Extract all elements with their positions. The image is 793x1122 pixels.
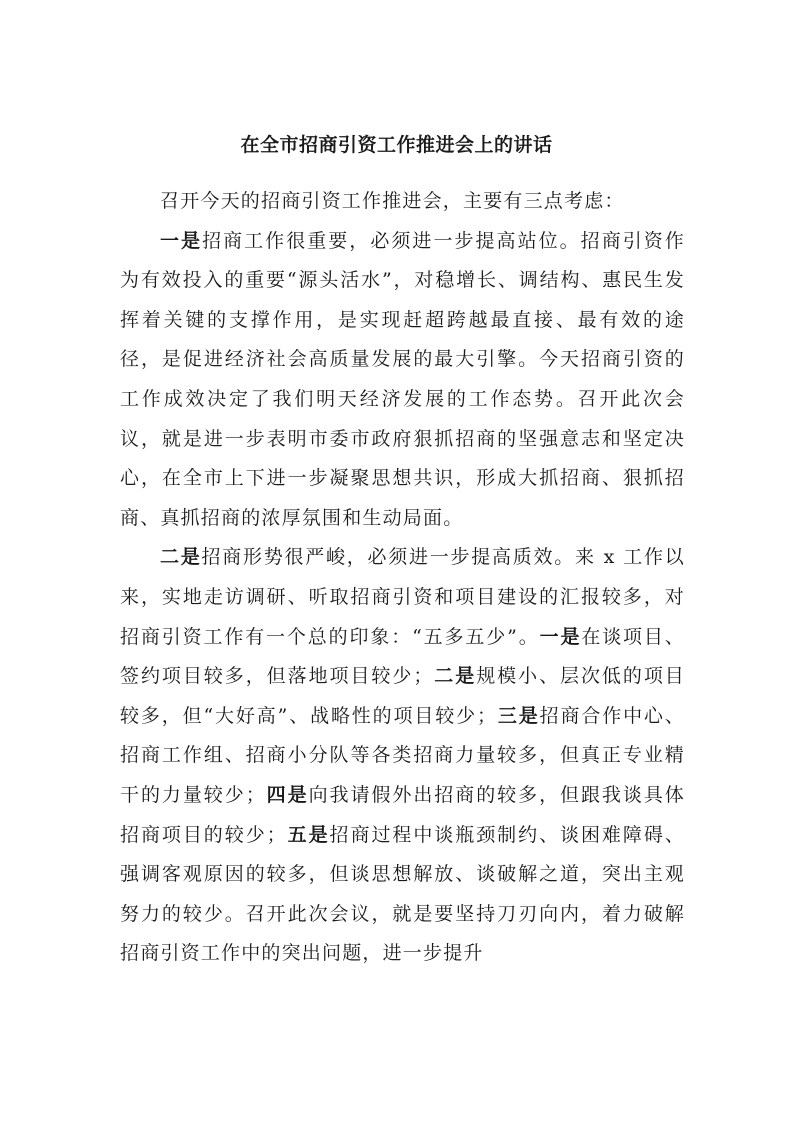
sub-point-five-lead: 五是 [286,823,330,846]
sub-point-one-lead: 一是 [539,625,582,648]
sub-point-four-text: 向我请假外出招商的较多，但跟我谈具体招商项目的较少； [120,783,685,846]
intro-paragraph: 召开今天的招商引资工作推进会，主要有三点考虑： [160,190,625,212]
sub-point-five-text: 招商过程中谈瓶颈制约、谈困难障碍、强调客观原因的较多，但谈思想解放、谈破解之道，突出主观努力的较少。召开此次会议，就是要坚持刀刃向内，着力破解招商引资工作中的突出问题，进一步提升 [120,823,685,965]
point-two-text: 招商形势很严峻，必须进一步提高质效。来 x 工作以来，实地走访调研、听取招商引资和项目建设的汇报较多，对招商引资工作有一个总的印象：“五多五少”。 [120,546,686,648]
point-one-text: 招商工作很重要，必须进一步提高站位。招商引资作为有效投入的重要“源头活水”，对稳增长、调结构、惠民生发挥着关键的支撑作用，是实现赶超跨越最直接、最有效的途径，是促进经济社会高质量发展的最大引擎。今天招商引资的工作成效决定了我们明天经济发展的工作态势。召开此次会议，就是进一步表明市委市政府狠抓招商的坚强意志和坚定决心，在全市上下进一步凝聚思想共识，形成大抓招商、狠抓招商、真抓招商的浓厚氛围和生动局面。 [120,229,685,529]
document-title: 在全市招商引资工作推进会上的讲话 [240,134,553,156]
sub-point-four-lead: 四是 [265,783,309,806]
point-one-paragraph [120,222,685,539]
sub-point-two-text: 规模小、层次低的项目较多，但“大好高”、战略性的项目较少； [120,665,685,727]
sub-point-two-lead: 二是 [433,665,477,688]
point-one-lead: 一是 [160,229,203,252]
document-body [120,182,685,974]
point-two-paragraph [120,538,685,974]
sub-point-one-text: 在谈项目、签约项目较多，但落地项目较少； [120,625,685,688]
point-two-lead: 二是 [160,546,202,569]
sub-point-three-text: 招商合作中心、招商工作组、招商小分队等各类招商力量较多，但真正专业精干的力量较少； [120,704,685,806]
sub-point-three-lead: 三是 [497,704,540,727]
